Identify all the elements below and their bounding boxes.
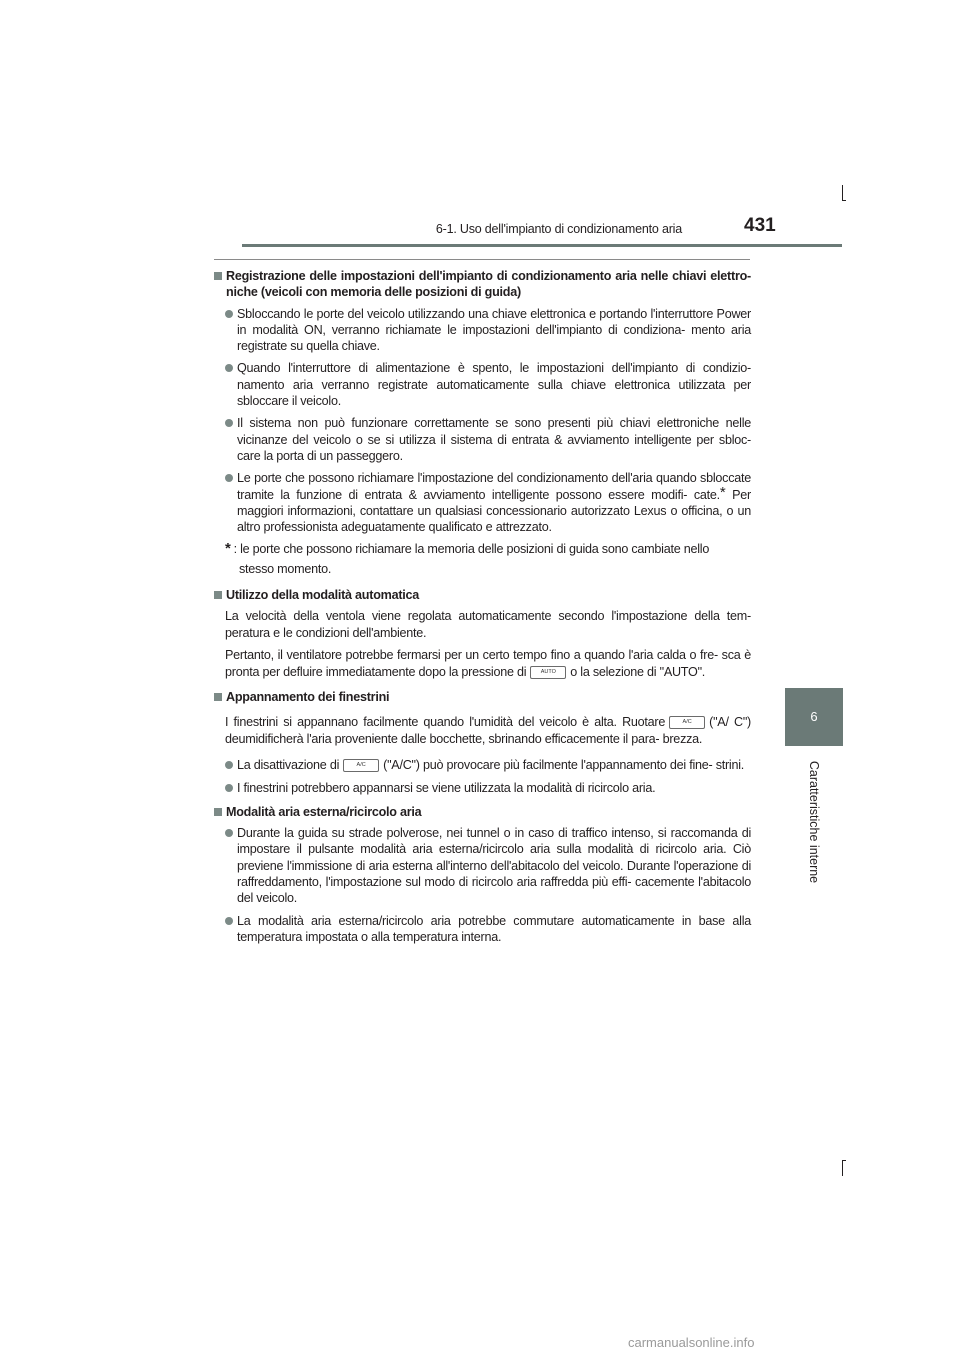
paragraph-text: ("A/ C") deumidificherà l'aria proveniente dalle bocchette, sbrinando efficacemente il para- brezza. [225, 715, 751, 747]
page-number: 431 [744, 215, 776, 236]
section-recirculation [213, 804, 751, 945]
square-bullet-icon [214, 272, 222, 280]
paragraph: La velocità della ventola viene regolata automaticamente secondo l'impostazione della tem- peratura e le condizioni dell'ambiente. [225, 609, 751, 640]
auto-button-icon: AUTO [530, 666, 566, 679]
section-title-text: Appannamento dei finestrini [226, 689, 390, 704]
list-item-text: La modalità aria esterna/ricircolo aria potrebbe commutare automaticamente in base alla temperatura impostata o alla temperatura interna. [237, 913, 751, 944]
list-item-text-part: Le porte che possono richiamare l'impostazione del condizionamento dell'aria quando sbloccate tramite la funzione di entrata & avviamento intelligente possono essere modifi- cate. [237, 471, 751, 502]
section-title [213, 804, 751, 820]
chapter-tab: 6 [785, 688, 843, 746]
footnote-text-continued: stesso momento. [239, 561, 332, 576]
watermark: carmanualsonline.info [628, 1335, 755, 1350]
header-rule [242, 244, 842, 247]
list-item-text [237, 757, 751, 773]
main-content [213, 268, 751, 953]
paragraph [225, 647, 751, 681]
list-item [225, 913, 751, 946]
list-item-text: Durante la guida su strade polverose, nei tunnel o in caso di traffico intenso, si raccomanda di impostare il pulsante modalità aria esterna/ricircolo aria sulla modalità di ricircolo aria. Ciò previene l'immissione di aria esterna all'interno dell'abitacolo del veicolo. Durante l'operazione di raffreddamento, l'impostazione sul modo di ricircolo aria raffredda più effi- cacemente l'abitacolo del veicolo. [237, 826, 751, 906]
list-item-text-part: La disattivazione di [237, 758, 340, 773]
footnote-line [225, 541, 751, 557]
paragraph-text: I finestrini si appannano facilmente quando l'umidità del veicolo è alta. Ruotare [225, 715, 666, 730]
list-item-text: Sbloccando le porte del veicolo utilizzando una chiave elettronica e portando l'interruttore Power in modalità ON, verranno richiamate le impostazioni dell'impianto di condiziona- mento aria registrate su quella chiave. [237, 306, 751, 354]
content-top-rule [214, 259, 750, 260]
crop-mark-top [842, 185, 843, 201]
list-item [225, 360, 751, 409]
paragraph-text: o la selezione di "AUTO". [570, 664, 706, 679]
round-bullet-icon [225, 419, 233, 427]
list-item-text: I finestrini potrebbero appannarsi se viene utilizzata la modalità di ricircolo aria. [237, 780, 656, 795]
round-bullet-icon [225, 364, 233, 372]
section-title-text: Modalità aria esterna/ricircolo aria [226, 804, 422, 819]
list-item [225, 415, 751, 464]
list-item [225, 825, 751, 906]
section-header: 6-1. Uso dell'impianto di condizionamento aria [435, 222, 682, 236]
round-bullet-icon [225, 829, 233, 837]
footnote-star: * [225, 540, 231, 558]
list-item [225, 757, 751, 773]
paragraph [225, 714, 751, 748]
round-bullet-icon [225, 310, 233, 318]
list-item [225, 780, 751, 796]
footnote-text: : le porte che possono richiamare la memoria delle posizioni di guida sono cambiate nello [233, 542, 710, 557]
crop-mark-top-foot [842, 200, 846, 201]
square-bullet-icon [214, 693, 222, 701]
list-item-text-part: Per maggiori informazioni, contattare un qualsiasi concessionario autorizzato Lexus o officina, o un altro professionista adeguatamente qualificato e attrezzato. [237, 487, 751, 535]
section-title [213, 689, 751, 705]
list-item-text: Quando l'interruttore di alimentazione è spento, le impostazioni dell'impianto di condizio- namento aria verranno registrate automaticamente sulla chiave elettronica utilizzata per sbloccare il veicolo. [237, 361, 751, 409]
crop-mark-bottom-foot [842, 1160, 846, 1161]
section-auto-mode [213, 587, 751, 681]
square-bullet-icon [214, 808, 222, 816]
list-item-text: Il sistema non può funzionare correttamente se sono presenti più chiavi elettroniche nelle vicinanze del veicolo o se si utilizza il sistema di entrata & avviamento intelligente per sbloc- care la porta di un passeggero. [237, 416, 751, 463]
section-title-text: Registrazione delle impostazioni dell'impianto di condizionamento aria nelle chiavi elettro- niche (veicoli con memoria delle posizioni di guida) [226, 269, 751, 300]
round-bullet-icon [225, 784, 233, 792]
ac-button-icon: A/C [669, 716, 705, 729]
footnote [225, 541, 751, 577]
section-title-text: Utilizzo della modalità automatica [226, 588, 420, 603]
chapter-tab-label [800, 755, 828, 889]
list-item [225, 470, 751, 535]
list-item-text-part: ("A/C") può provocare più facilmente l'appannamento dei fine- strini. [383, 758, 745, 773]
crop-mark-bottom [842, 1160, 843, 1176]
chapter-tab-label-text: Caratteristiche interne [807, 760, 821, 884]
section-title [213, 587, 751, 603]
footnote-marker: * [719, 483, 726, 501]
list-item-text [237, 470, 751, 535]
square-bullet-icon [214, 591, 222, 599]
section-title [213, 268, 751, 301]
list-item [225, 306, 751, 355]
round-bullet-icon [225, 917, 233, 925]
section-window-fogging [213, 689, 751, 796]
round-bullet-icon [225, 761, 233, 769]
section-key-memory [213, 268, 751, 577]
round-bullet-icon [225, 474, 233, 482]
paragraph-text: Pertanto, il ventilatore potrebbe fermarsi per un certo tempo fino a quando l'aria calda o fre- sca è pronta per defluire immediatamente dopo la pressione di [225, 647, 751, 679]
ac-button-icon: A/C [343, 759, 379, 772]
